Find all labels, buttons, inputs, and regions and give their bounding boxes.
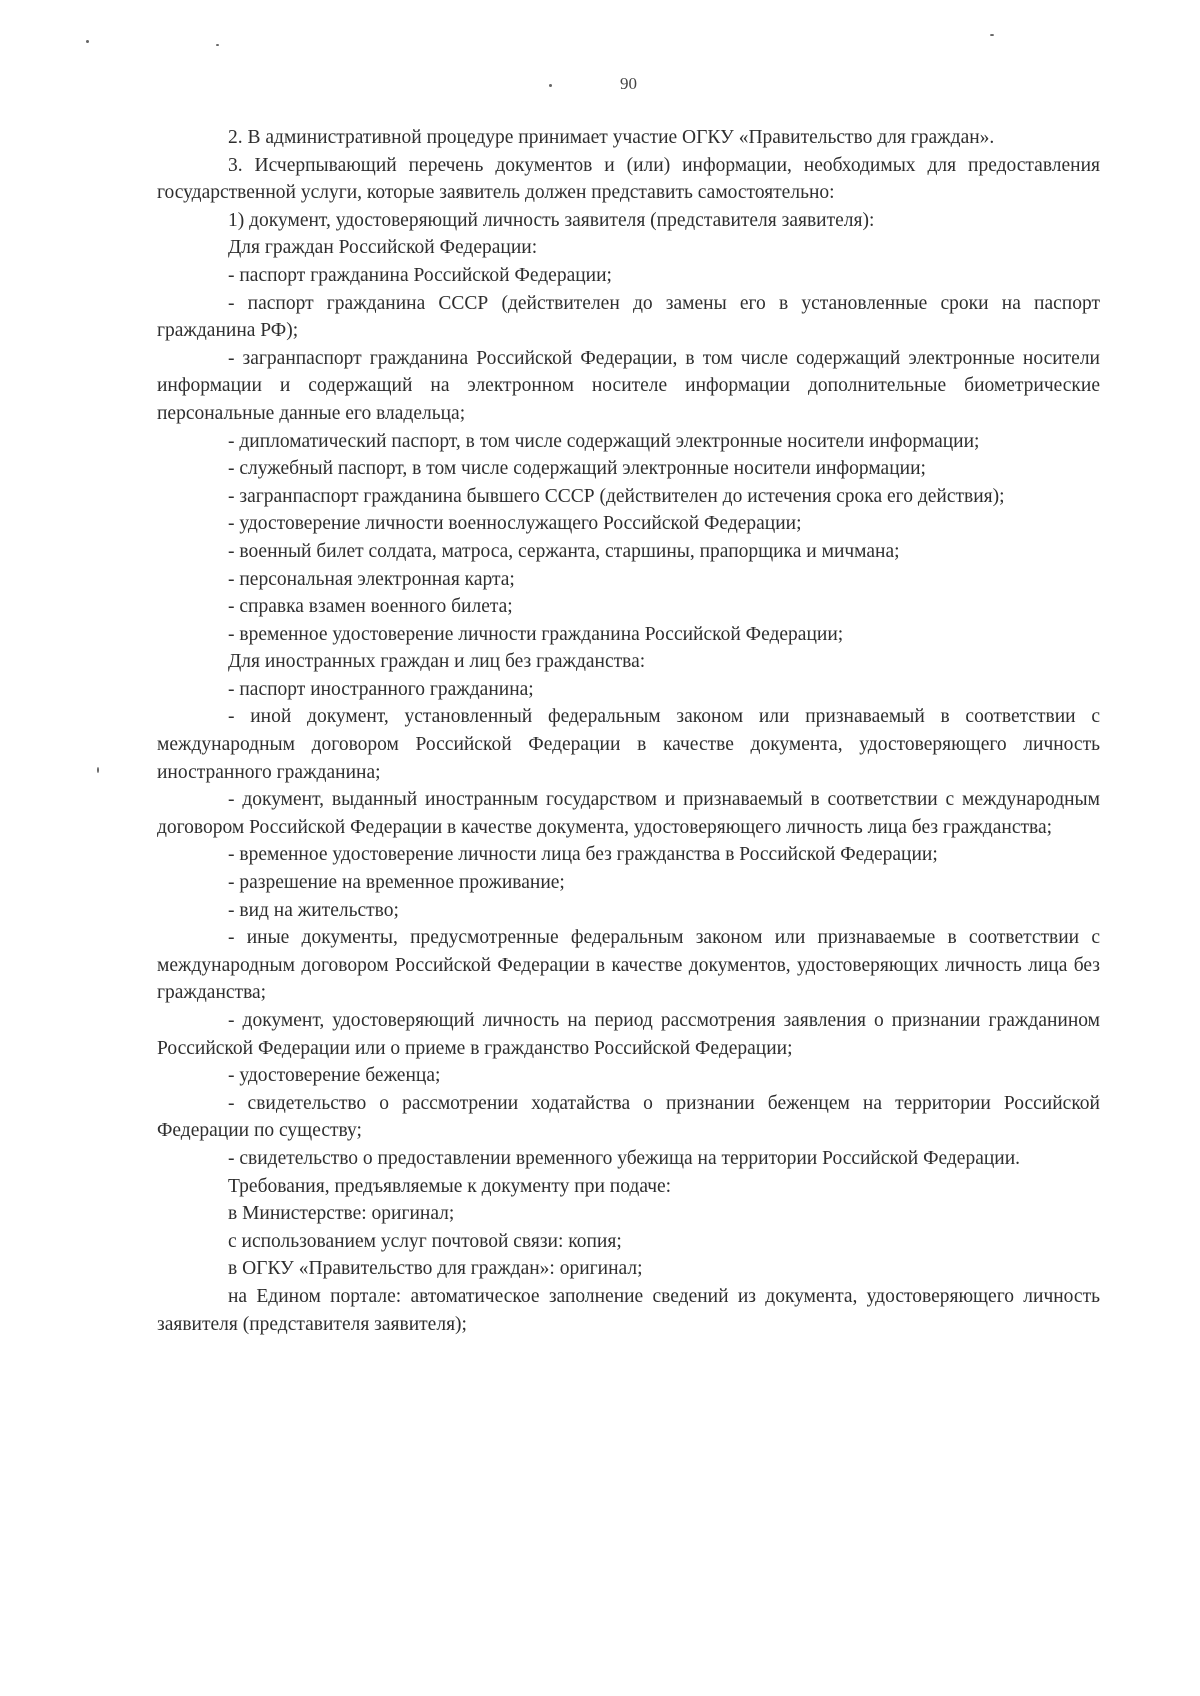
list-item: - паспорт иностранного гражданина; (228, 678, 534, 700)
paragraph: 2. В административной процедуре принимает участие ОГКУ «Правительство для граждан». (228, 127, 995, 148)
paragraph: 3. Исчерпывающий перечень документов и (или) информации, необходимых для предоставления государственной услуги, которые заявитель должен представить самостоятельно: (157, 154, 1100, 204)
list-item: - разрешение на временное проживание; (228, 872, 565, 894)
list-item: - иные документы, предусмотренные федеральным законом или признаваемые в соответствии с международным договором Российской Федерации в качестве документов, удостоверяющих личность лица без гражданства; (157, 927, 1100, 1004)
list-item: в Министерстве: оригинал; (228, 1203, 455, 1225)
list-item: - военный билет солдата, матроса, сержанта, старшины, прапорщика и мичмана; (228, 540, 900, 562)
list-item: - служебный паспорт, в том числе содержащий электронные носители информации; (228, 458, 926, 480)
list-item: с использованием услуг почтовой связи: копия; (228, 1230, 622, 1252)
list-item: - временное удостоверение личности лица без гражданства в Российской Федерации; (228, 844, 938, 866)
list-item: - удостоверение личности военнослужащего Российской Федерации; (228, 513, 802, 535)
list-item: - свидетельство о предоставлении временного убежища на территории Российской Федерации. (228, 1147, 1021, 1169)
list-item: - документ, удостоверяющий личность на период рассмотрения заявления о признании гражданином Российской Федерации или о приеме в гражданство Российской Федерации; (157, 1010, 1100, 1059)
list-item: - загранпаспорт гражданина бывшего СССР (действителен до истечения срока его действия); (228, 485, 1005, 507)
list-item: на Едином портале: автоматическое заполнение сведений из документа, удостоверяющего личность заявителя (представителя заявителя); (157, 1285, 1100, 1335)
document-body (157, 124, 1100, 1338)
list-item: - паспорт гражданина СССР (действителен до замены его в установленные сроки на паспорт гражданина РФ); (157, 292, 1100, 342)
list-item: - персональная электронная карта; (228, 568, 515, 590)
list-item: - временное удостоверение личности гражданина Российской Федерации; (228, 623, 844, 645)
list-item: - справка взамен военного билета; (228, 596, 513, 618)
page-number: 90 (620, 74, 637, 93)
scan-speck (86, 40, 89, 43)
list-item: - иной документ, установленный федеральным законом или признаваемый в соответствии с международным договором Российской Федерации в качестве документа, удостоверяющего личность иностранного гражданина; (157, 706, 1100, 783)
list-item: - удостоверение беженца; (228, 1065, 441, 1087)
list-item: в ОГКУ «Правительство для граждан»: оригинал; (228, 1258, 643, 1280)
list-item: - свидетельство о рассмотрении ходатайства о признании беженцем на территории Российской Федерации по существу; (157, 1092, 1100, 1142)
document-page (157, 0, 1100, 1696)
section-heading: Для граждан Российской Федерации: (228, 237, 538, 259)
paragraph: 1) документ, удостоверяющий личность заявителя (представителя заявителя): (228, 209, 875, 231)
scan-speck (97, 767, 99, 773)
list-item: - дипломатический паспорт, в том числе содержащий электронные носители информации; (228, 430, 980, 452)
list-item: - загранпаспорт гражданина Российской Федерации, в том числе содержащий электронные носители информации и содержащий на электронном носителе информации дополнительные биометрические персональные данные его владельца; (157, 347, 1100, 424)
list-item: - документ, выданный иностранным государством и признаваемый в соответствии с международным договором Российской Федерации в качестве документа, удостоверяющего личность лица без гражданства; (157, 789, 1100, 838)
section-heading: Для иностранных граждан и лиц без гражданства: (228, 651, 646, 673)
section-heading: Требования, предъявляемые к документу при подаче: (228, 1175, 672, 1197)
list-item: - вид на жительство; (228, 899, 399, 921)
list-item: - паспорт гражданина Российской Федерации; (228, 264, 612, 286)
